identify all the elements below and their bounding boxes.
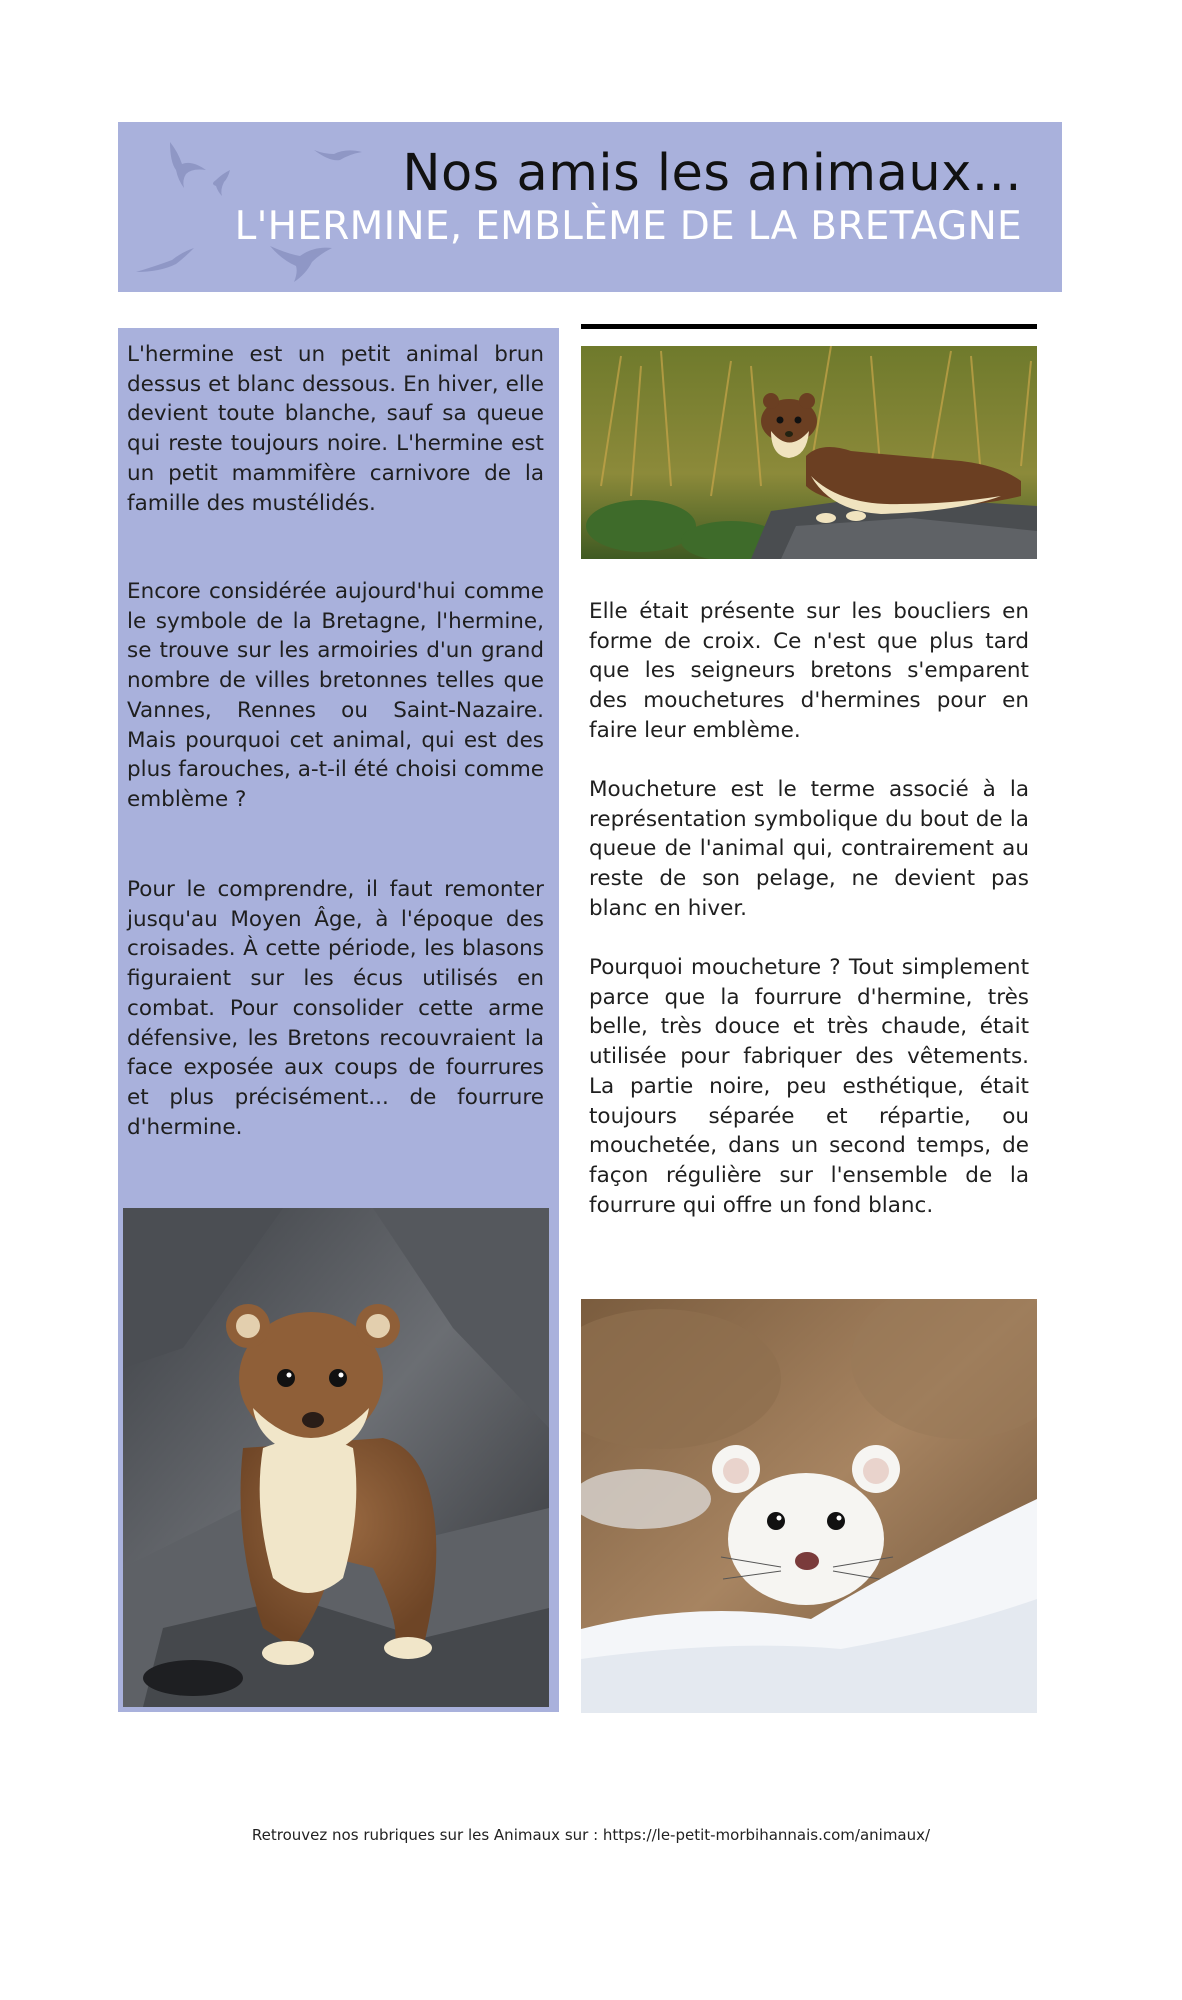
page-subtitle: L'HERMINE, EMBLÈME DE LA BRETAGNE	[234, 204, 1022, 249]
right-paragraph-2: Moucheture est le terme associé à la représentation symbolique du bout de la queue de l'animal qui, contrairement au reste de son pelage, ne devient pas blanc en hiver.	[589, 777, 1029, 921]
white-stoat-in-snow-photo	[581, 1299, 1037, 1713]
right-paragraph-1: Elle était présente sur les boucliers en forme de croix. Ce n'est que plus tard que les seigneurs bretons s'emparent des mouchetures d'hermines pour en faire leur emblème.	[589, 599, 1029, 743]
left-paragraph-3: Pour le comprendre, il faut remonter jusqu'au Moyen Âge, à l'époque des croisades. À cette période, les blasons figuraient sur les écus utilisés en combat. Pour consolider cette arme défensive, les Bretons recouvraient la face exposée aux coups de fourrures et plus précisément... de fourrure d'hermine.	[127, 877, 544, 1140]
stoat-in-grass-photo	[581, 346, 1037, 559]
left-paragraph-2: Encore considérée aujourd'hui comme le symbole de la Bretagne, l'hermine, se trouve sur les armoiries d'un grand nombre de villes bretonnes telles que Vannes, Rennes ou Saint-Nazaire. Mais pourquoi cet animal, qui est des plus farouches, a-t-il été choisi comme emblème ?	[127, 579, 545, 812]
footer-text: Retrouvez nos rubriques sur les Animaux sur : https://le-petit-morbihannais.com/animaux/	[251, 1826, 931, 1844]
page-title: Nos amis les animaux...	[402, 144, 1022, 203]
left-paragraph-1: L'hermine est un petit animal brun dessus et blanc dessous. En hiver, elle devient toute blanche, sauf sa queue qui reste toujours noire. L'hermine est un petit mammifère carnivore de la famille des mustélidés.	[127, 342, 544, 516]
stoat-on-rocks-photo	[123, 1208, 549, 1707]
header-banner	[118, 122, 1062, 292]
right-paragraph-3: Pourquoi moucheture ? Tout simplement parce que la fourrure d'hermine, très belle, très douce et très chaude, était utilisée pour fabriquer des vêtements. La partie noire, peu esthétique, était toujours séparée et répartie, ou mouchetée, dans un second temps, de façon régulière sur l'ensemble de la fourrure qui offre un fond blanc.	[589, 955, 1029, 1218]
section-divider	[581, 324, 1037, 329]
left-column-panel	[118, 328, 559, 1712]
